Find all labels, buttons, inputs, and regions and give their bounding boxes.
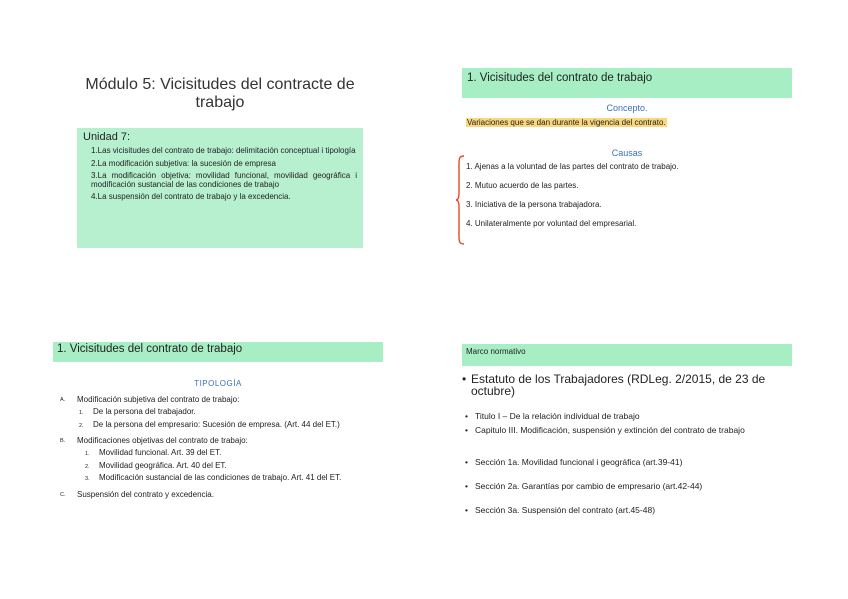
bullet-icon: • <box>462 372 467 386</box>
sub-list-item <box>77 474 385 483</box>
list-item <box>60 395 385 432</box>
list-item-text: Sección 2a. Garantías por cambio de empresario (art.42-44) <box>475 481 703 491</box>
sub-list-item <box>77 421 385 430</box>
sub-list-item <box>77 449 385 458</box>
slide1-unit-label: Unidad 7: <box>83 131 131 143</box>
list-marker: 2. <box>85 463 90 470</box>
list-item <box>60 436 385 486</box>
bullet-icon: • <box>465 411 468 421</box>
list-marker: C. <box>60 491 66 498</box>
list-item: 4. Unilateralmente por voluntad del empresarial. <box>466 219 637 228</box>
list-item: 3.La modificación objetiva: movilidad funcional, movilidad geográfica i modificación sustancial de las condiciones de trabajo <box>91 171 357 189</box>
list-item-text: Modificación subjetiva del contrato de trabajo: <box>77 395 240 404</box>
bullet-icon: • <box>465 481 468 491</box>
sub-list-item-text: De la persona del trabajador. <box>93 407 196 416</box>
list-item <box>60 490 385 499</box>
slide2-causas-list <box>466 162 679 238</box>
slide4-main-bullet <box>462 374 792 397</box>
list-item <box>465 412 785 420</box>
list-item-text: Suspensión del contrato y excedencia. <box>77 489 214 499</box>
slide1-unit-box <box>77 128 363 248</box>
sub-list-item <box>77 408 385 417</box>
list-item-text: Modificaciones objetivas del contrato de trabajo: <box>77 436 248 446</box>
list-item-text: Titulo I – De la relación individual de trabajo <box>475 411 640 421</box>
slide2-concept-text: Variaciones que se dan durante la vigencia del contrato. <box>467 118 666 127</box>
bullet-icon: • <box>465 425 468 435</box>
list-item-text: Sección 3a. Suspensión del contrato (art.45-48) <box>475 505 656 515</box>
list-item <box>465 458 785 466</box>
bullet-icon: • <box>465 505 468 515</box>
list-item: 1. Ajenas a la voluntad de las partes del contrato de trabajo. <box>466 162 679 171</box>
list-item: 4.La suspensión del contrato de trabajo y la excedencia. <box>91 192 291 202</box>
slide3-tipologia-title: TIPOLOGÍA <box>194 379 242 388</box>
slide1-title: Módulo 5: Vicisitudes del contracte de trabajo <box>85 76 355 111</box>
list-marker: B. <box>60 438 66 445</box>
list-item: 2. Mutuo acuerdo de las partes. <box>466 181 579 190</box>
slide4-main-text: Estatuto de los Trabajadores (RDLeg. 2/2015, de 23 de octubre) <box>471 372 766 398</box>
list-marker: 3. <box>85 476 90 483</box>
sub-list-item-text: Modificación sustancial de las condiciones de trabajo. Art. 41 del ET. <box>99 473 342 483</box>
slide3-header: 1. Vicisitudes del contrato de trabajo <box>53 342 383 362</box>
list-item: 3. Iniciativa de la persona trabajadora. <box>466 200 602 209</box>
list-item <box>465 426 785 434</box>
list-item-text: Sección 1a. Movilidad funcional i geográfica (art.39-41) <box>475 457 683 467</box>
slide4-header: Marco normativo <box>462 344 792 366</box>
sub-list-item <box>77 462 385 471</box>
list-item <box>465 506 785 514</box>
list-marker: 1. <box>79 410 84 416</box>
list-marker: 2. <box>79 422 84 429</box>
list-marker: A. <box>60 397 66 403</box>
bullet-icon: • <box>465 457 468 467</box>
slide2-concept-title: Concepto. <box>606 103 648 113</box>
list-item <box>465 482 785 490</box>
list-item-text: Capitulo III. Modificación, suspensión y extinción del contrato de trabajo <box>475 425 745 435</box>
sub-list-item-text: De la persona del empresario: Sucesión de empresa. (Art. 44 del ET.) <box>93 419 340 429</box>
slide2-causas-title: Causas <box>611 148 643 158</box>
sub-list-item-text: Movilidad funcional. Art. 39 del ET. <box>99 448 222 458</box>
slide2-header: 1. Vicisitudes del contrato de trabajo <box>462 68 792 98</box>
slide1-unit-list <box>83 147 357 202</box>
list-item: 2.La modificación subjetiva: la sucesión de empresa <box>91 158 276 168</box>
slide3-tipologia-list <box>60 395 385 503</box>
list-item: 1.Las vicisitudes del contrato de trabajo: delimitación conceptual i tipología <box>91 146 356 155</box>
curly-brace-icon <box>455 155 465 245</box>
sub-list-item-text: Movilidad geográfica. Art. 40 del ET. <box>99 460 227 470</box>
list-marker: 1. <box>85 451 90 458</box>
